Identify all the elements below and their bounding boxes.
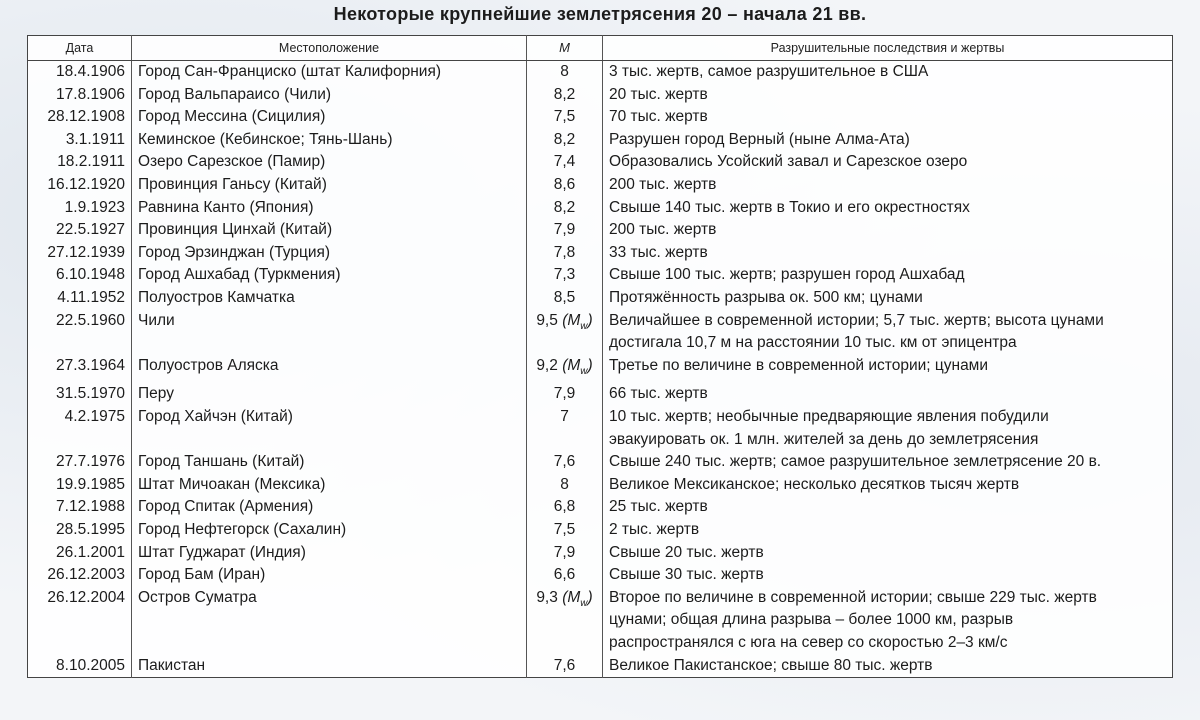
cell-date: 18.2.1911	[28, 151, 132, 174]
magnitude-value: 8,2	[553, 85, 576, 103]
effects-line: Второе по величине в современной истории; свыше 229 тыс. жертв	[609, 588, 1097, 606]
effects-line: Свыше 240 тыс. жертв; самое разрушительное землетрясение 20 в.	[609, 453, 1102, 471]
cell-date: 28.5.1995	[28, 519, 132, 542]
effects-line: 200 тыс. жертв	[609, 221, 717, 239]
table-row	[28, 474, 1173, 497]
cell-location: Город Бам (Иран)	[132, 564, 527, 587]
table-row	[28, 655, 1173, 678]
cell-magnitude	[527, 383, 603, 406]
cell-effects	[603, 496, 1173, 519]
table-row	[28, 174, 1173, 197]
cell-effects	[603, 287, 1173, 310]
magnitude-value: 9,3	[536, 588, 558, 606]
table-row	[28, 383, 1173, 406]
effects-line: 200 тыс. жертв	[609, 175, 717, 193]
cell-magnitude	[527, 406, 603, 451]
effects-line: 10 тыс. жертв; необычные предваряющие явления побудили	[609, 408, 1049, 425]
magnitude-value: 7,4	[553, 153, 576, 171]
cell-magnitude	[527, 310, 603, 355]
cell-date: 18.4.1906	[28, 61, 132, 84]
cell-date: 22.5.1960	[28, 310, 132, 355]
table-row	[28, 406, 1173, 451]
cell-effects	[603, 542, 1173, 565]
cell-date: 16.12.1920	[28, 174, 132, 197]
effects-line: Свыше 30 тыс. жертв	[609, 566, 764, 584]
table-body	[28, 61, 1173, 678]
cell-location: Город Мессина (Сицилия)	[132, 106, 527, 129]
moment-magnitude-label: $(M_w)$	[562, 588, 593, 609]
cell-effects	[603, 264, 1173, 287]
table-row	[28, 151, 1173, 174]
cell-magnitude	[527, 496, 603, 519]
effects-line: эвакуировать ок. 1 млн. жителей за день до землетрясения	[609, 430, 1039, 448]
column-header-magnitude: M	[527, 36, 603, 61]
magnitude-value: 8,2	[553, 130, 576, 148]
cell-effects	[603, 406, 1173, 451]
table-row	[28, 61, 1173, 84]
magnitude-value: 7,5	[553, 520, 576, 538]
cell-magnitude	[527, 264, 603, 287]
cell-date: 27.12.1939	[28, 242, 132, 265]
effects-line: Великое Пакистанское; свыше 80 тыс. жертв	[609, 656, 933, 674]
cell-magnitude	[527, 474, 603, 497]
table-row	[28, 496, 1173, 519]
magnitude-value: 7,3	[553, 266, 576, 284]
effects-line: 33 тыс. жертв	[609, 243, 708, 261]
effects-line: 70 тыс. жертв	[609, 108, 708, 126]
cell-magnitude	[527, 106, 603, 129]
cell-date: 17.8.1906	[28, 84, 132, 107]
cell-date: 7.12.1988	[28, 496, 132, 519]
cell-location: Озеро Сарезское (Памир)	[132, 151, 527, 174]
column-header-effects: Разрушительные последствия и жертвы	[603, 36, 1173, 61]
cell-effects	[603, 383, 1173, 406]
cell-effects	[603, 451, 1173, 474]
cell-location: Город Эрзинджан (Турция)	[132, 242, 527, 265]
effects-line: 20 тыс. жертв	[609, 85, 708, 103]
table-row	[28, 129, 1173, 152]
table-row	[28, 451, 1173, 474]
cell-location: Кеминское (Кебинское; Тянь-Шань)	[132, 129, 527, 152]
cell-date: 26.12.2004	[28, 587, 132, 655]
table-row	[28, 542, 1173, 565]
magnitude-value: 8	[560, 475, 569, 493]
cell-location: Провинция Ганьсу (Китай)	[132, 174, 527, 197]
table-row	[28, 355, 1173, 384]
cell-location: Равнина Канто (Япония)	[132, 197, 527, 220]
cell-effects	[603, 587, 1173, 655]
cell-location: Город Вальпараисо (Чили)	[132, 84, 527, 107]
magnitude-value: 7,8	[553, 243, 576, 261]
cell-date: 22.5.1927	[28, 219, 132, 242]
effects-line: 25 тыс. жертв	[609, 498, 708, 516]
cell-date: 8.10.2005	[28, 655, 132, 678]
cell-magnitude	[527, 61, 603, 84]
cell-effects	[603, 242, 1173, 265]
table-row	[28, 106, 1173, 129]
cell-location: Чили	[132, 310, 527, 355]
cell-magnitude	[527, 587, 603, 655]
table-row	[28, 264, 1173, 287]
cell-location: Штат Мичоакан (Мексика)	[132, 474, 527, 497]
cell-magnitude	[527, 564, 603, 587]
cell-date: 4.2.1975	[28, 406, 132, 451]
cell-location: Город Спитак (Армения)	[132, 496, 527, 519]
effects-line: 3 тыс. жертв, самое разрушительное в США	[609, 63, 929, 80]
effects-line: достигала 10,7 м на расстоянии 10 тыс. км от эпицентра	[609, 334, 1017, 352]
cell-effects	[603, 151, 1173, 174]
cell-magnitude	[527, 242, 603, 265]
cell-magnitude	[527, 519, 603, 542]
magnitude-value: 7,9	[553, 221, 576, 239]
cell-effects	[603, 655, 1173, 678]
cell-date: 27.7.1976	[28, 451, 132, 474]
cell-magnitude	[527, 219, 603, 242]
table-row	[28, 287, 1173, 310]
cell-magnitude	[527, 197, 603, 220]
effects-line: распространялся с юга на север со скоростью 2–3 км/с	[609, 633, 1008, 651]
magnitude-value: 7	[560, 408, 569, 425]
magnitude-value: 6,8	[553, 498, 576, 516]
table-header-row	[28, 36, 1173, 61]
moment-magnitude-label: $(M_w)$	[562, 311, 593, 332]
cell-date: 1.9.1923	[28, 197, 132, 220]
effects-line: Третье по величине в современной истории; цунами	[609, 356, 989, 374]
cell-magnitude	[527, 151, 603, 174]
table-row	[28, 310, 1173, 355]
cell-date: 28.12.1908	[28, 106, 132, 129]
cell-date: 26.12.2003	[28, 564, 132, 587]
cell-magnitude	[527, 129, 603, 152]
magnitude-value: 9,5	[536, 311, 558, 329]
magnitude-value: 9,2	[536, 356, 558, 374]
cell-effects	[603, 355, 1173, 384]
effects-line: Свыше 100 тыс. жертв; разрушен город Ашхабад	[609, 266, 965, 284]
effects-line: Величайшее в современной истории; 5,7 тыс. жертв; высота цунами	[609, 311, 1104, 329]
cell-magnitude	[527, 542, 603, 565]
effects-line: Разрушен город Верный (ныне Алма-Ата)	[609, 130, 910, 148]
cell-location: Штат Гуджарат (Индия)	[132, 542, 527, 565]
cell-location: Город Таншань (Китай)	[132, 451, 527, 474]
magnitude-value: 7,9	[553, 385, 576, 403]
magnitude-value: 7,5	[553, 108, 576, 126]
cell-date: 3.1.1911	[28, 129, 132, 152]
effects-line: 66 тыс. жертв	[609, 385, 708, 403]
effects-line: цунами; общая длина разрыва – более 1000 км, разрыв	[609, 611, 1014, 629]
cell-location: Перу	[132, 383, 527, 406]
effects-line: Великое Мексиканское; несколько десятков тысяч жертв	[609, 475, 1020, 493]
cell-effects	[603, 129, 1173, 152]
table-row	[28, 242, 1173, 265]
cell-effects	[603, 197, 1173, 220]
cell-location: Город Ашхабад (Туркмения)	[132, 264, 527, 287]
cell-location: Город Сан-Франциско (штат Калифорния)	[132, 61, 527, 84]
cell-date: 4.11.1952	[28, 287, 132, 310]
cell-magnitude	[527, 355, 603, 384]
cell-date: 31.5.1970	[28, 383, 132, 406]
magnitude-value: 7,9	[553, 543, 576, 561]
cell-effects	[603, 61, 1173, 84]
magnitude-value: 7,6	[553, 656, 576, 674]
cell-location: Полуостров Камчатка	[132, 287, 527, 310]
cell-magnitude	[527, 655, 603, 678]
cell-date: 27.3.1964	[28, 355, 132, 384]
table-row	[28, 519, 1173, 542]
effects-line: 2 тыс. жертв	[609, 520, 700, 538]
table-row	[28, 587, 1173, 655]
cell-location: Полуостров Аляска	[132, 355, 527, 384]
effects-line: Свыше 20 тыс. жертв	[609, 543, 764, 561]
cell-magnitude	[527, 451, 603, 474]
cell-magnitude	[527, 174, 603, 197]
cell-effects	[603, 219, 1173, 242]
cell-effects	[603, 106, 1173, 129]
cell-location: Город Нефтегорск (Сахалин)	[132, 519, 527, 542]
cell-location: Город Хайчэн (Китай)	[132, 406, 527, 451]
effects-line: Протяжённость разрыва ок. 500 км; цунами	[609, 288, 923, 306]
cell-effects	[603, 519, 1173, 542]
table-row	[28, 564, 1173, 587]
cell-effects	[603, 564, 1173, 587]
cell-magnitude	[527, 84, 603, 107]
table-row	[28, 197, 1173, 220]
earthquakes-table	[27, 35, 1173, 678]
cell-location: Провинция Цинхай (Китай)	[132, 219, 527, 242]
magnitude-value: 8,5	[553, 288, 576, 306]
cell-location: Пакистан	[132, 655, 527, 678]
magnitude-value: 8,6	[553, 175, 576, 193]
cell-effects	[603, 84, 1173, 107]
cell-magnitude	[527, 287, 603, 310]
magnitude-value: 6,6	[553, 566, 576, 584]
cell-date: 6.10.1948	[28, 264, 132, 287]
cell-effects	[603, 474, 1173, 497]
magnitude-value: 7,6	[553, 453, 576, 471]
column-header-location: Местоположение	[132, 36, 527, 61]
table-row	[28, 219, 1173, 242]
magnitude-value: 8	[560, 63, 569, 80]
effects-line: Свыше 140 тыс. жертв в Токио и его окрестностях	[609, 198, 970, 216]
cell-location: Остров Суматра	[132, 587, 527, 655]
cell-date: 19.9.1985	[28, 474, 132, 497]
cell-date: 26.1.2001	[28, 542, 132, 565]
column-header-date: Дата	[28, 36, 132, 61]
cell-effects	[603, 174, 1173, 197]
table-row	[28, 84, 1173, 107]
effects-line: Образовались Усойский завал и Сарезское озеро	[609, 153, 968, 171]
cell-effects	[603, 310, 1173, 355]
moment-magnitude-label: $(M_w)$	[562, 356, 593, 377]
page-title: Некоторые крупнейшие землетрясения 20 – начала 21 вв.	[333, 4, 867, 24]
magnitude-value: 8,2	[553, 198, 576, 216]
